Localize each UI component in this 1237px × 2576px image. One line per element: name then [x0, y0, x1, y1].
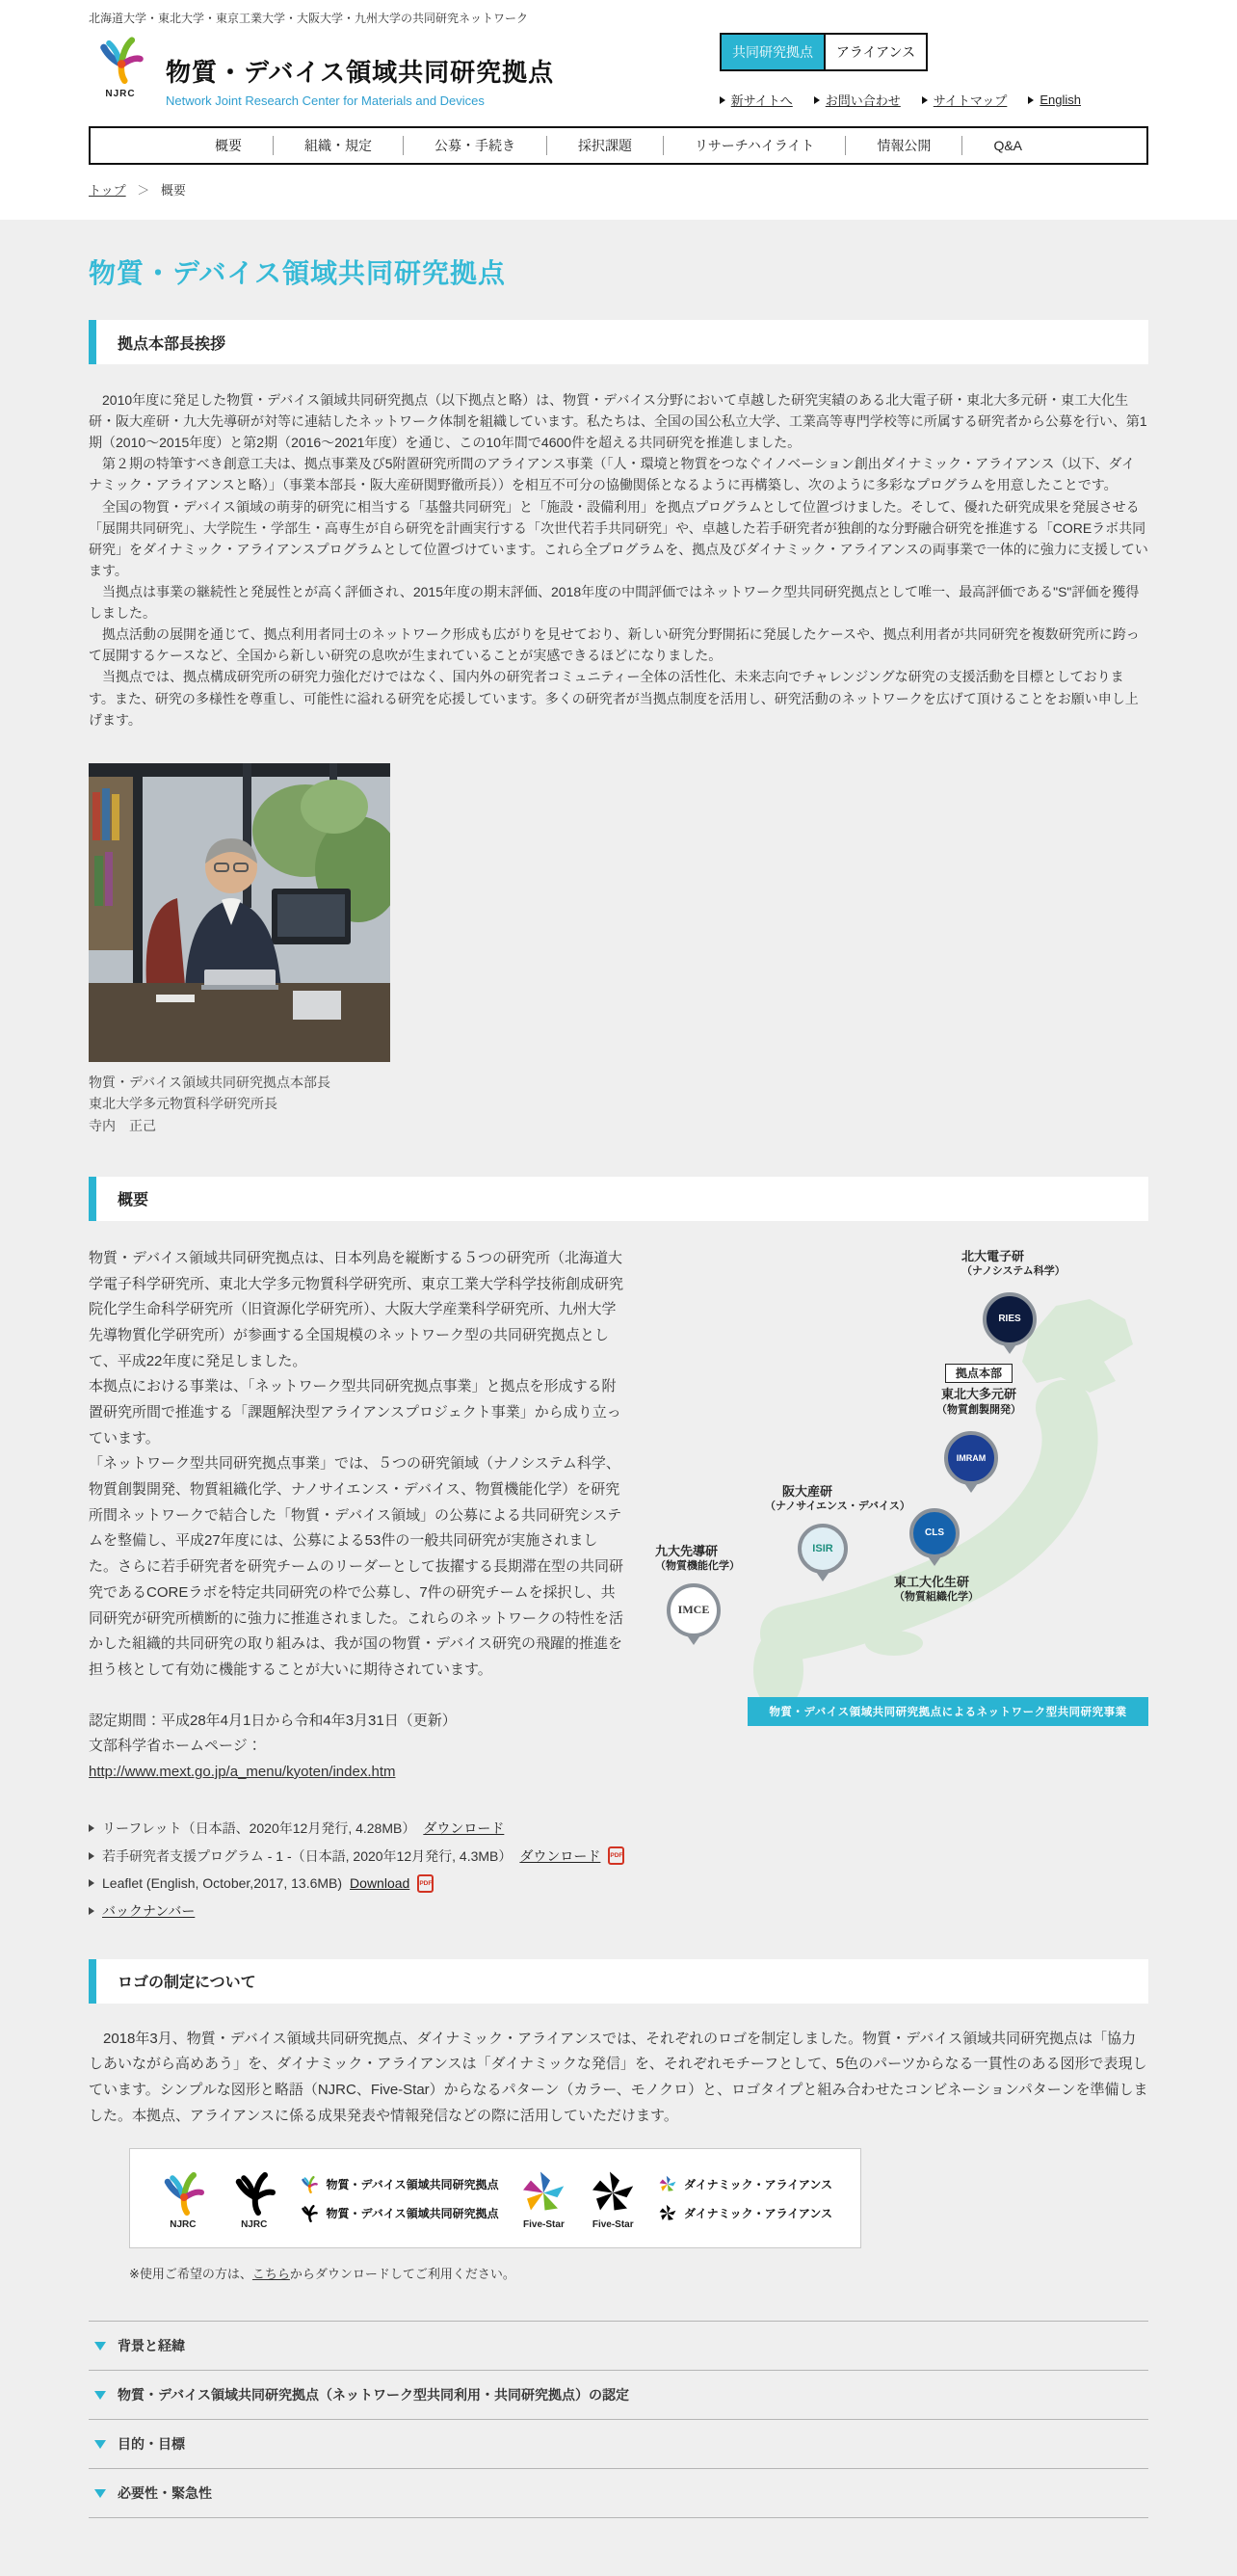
section-header-greeting: 拠点本部長挨拶 — [89, 320, 1148, 364]
chevron-down-icon — [94, 2391, 106, 2400]
overview-paragraph: 「ネットワーク型共同研究拠点事業」では、５つの研究領域（ナノシステム科学、物質創製開発、物質組織化学、ナノサイエンス・デバイス、物質機能化学）を研究所間ネットワークで結合した「物質・デバイス領域」の公募による共同研究システムを整備し、平成27年度には、公募による53件の一般共同研究が実施されました。さらに若手研究者を研究チームのリーダーとして抜擢する長期滞在型の共同研究であるCOREラボを特定共同研究の枠で公募し、7件の研究チームを採択し、共同研究が研究所横断的に強力に推進されました。これらのネットワークの特性を活かした組織的共同研究の取り組みは、我が国の物質・デバイス研究の飛躍的推進を担う核として有効に機能することが大いに期待されています。 — [89, 1455, 624, 1678]
njrc-logo-icon — [300, 2174, 319, 2193]
certification-period: 認定期間：平成28年4月1日から令和4年3月31日（更新） — [89, 1712, 457, 1729]
fivestar-color-logo: Five-Star — [519, 2167, 567, 2230]
nav-item-qa[interactable]: Q&A — [961, 136, 1053, 155]
accordion-row-background[interactable]: 背景と経緯 — [89, 2321, 1148, 2370]
site-header — [0, 0, 1237, 165]
quick-links — [720, 91, 1081, 109]
greeting-paragraph: 全国の物質・デバイス領域の萌芽的研究に相当する「基盤共同研究」と「施設・設備利用」を拠点プログラムとして位置づけました。そして、優れた研究成果を発展させる「展開共同研究」、大学院生・学部生・高専生が自ら研究を計画実行する「次世代若手共同研究」や、卓越した若手研究者が独創的な分野融合研究を推進する「COREラボ共同研究」をダイナミック・アライアンスプログラムとして位置づけています。これら全プログラムを、拠点及びダイナミック・アライアンスの両事業で一体的に強力に支援しています。 — [89, 498, 1148, 578]
logo-paragraph: 2018年3月、物質・デバイス領域共同研究拠点、ダイナミック・アライアンスでは、それぞれのロゴを制定しました。物質・デバイス領域共同研究拠点は「協力しあいながら高めあう」を、ダイナミック・アライアンスは「ダイナミックな発信」を、それぞれモチーフとして、5色のパーツからなる一貫性のある図形で表現しています。シンプルな図形と略語（NJRC、Five-Star）からなるパターン（カラー、モノクロ）と、ロゴタイプと組み合わせたコンビネーションパターンを準備しました。本拠点、アライアンスに係る成果発表や情報発信などの際に活用していただけます。 — [89, 2030, 1148, 2124]
link-contact[interactable]: お問い合わせ — [814, 91, 901, 109]
caption-line: 物質・デバイス領域共同研究拠点本部長 — [89, 1074, 331, 1090]
caption-line: 寺内 正己 — [89, 1117, 156, 1133]
overview-text — [89, 1246, 624, 1786]
download-row-leaflet-ja: リーフレット（日本語、2020年12月発行, 4.28MB） ダウンロード — [89, 1819, 1148, 1838]
director-photo — [89, 763, 390, 1062]
nav-item-application[interactable]: 公募・手続き — [403, 136, 546, 155]
accordion-row-certification[interactable]: 物質・デバイス領域共同研究拠点（ネットワーク型共同利用・共同研究拠点）の認定 — [89, 2370, 1148, 2419]
mext-label: 文部科学省ホームページ： — [89, 1738, 262, 1755]
download-row-young-program: 若手研究者支援プログラム - 1 -（日本語, 2020年12月発行, 4.3MB） ダウンロード PDF — [89, 1846, 1148, 1866]
section-header-logo: ロゴの制定について — [89, 1959, 1148, 2004]
breadcrumb-separator: ＞ — [137, 183, 150, 198]
arrow-right-icon — [720, 96, 725, 104]
njrc-logo — [89, 32, 152, 99]
logo-showcase — [129, 2148, 861, 2248]
arrow-right-icon — [922, 96, 928, 104]
chevron-down-icon — [94, 2489, 106, 2498]
pdf-icon[interactable]: PDF — [417, 1874, 434, 1893]
map-banner: 物質・デバイス領域共同研究拠点によるネットワーク型共同研究事業 — [748, 1697, 1148, 1726]
arrow-right-icon — [814, 96, 820, 104]
nav-item-disclosure[interactable]: 情報公開 — [845, 136, 961, 155]
breadcrumb-home-link[interactable]: トップ — [89, 183, 126, 198]
download-link[interactable]: Download — [350, 1875, 410, 1892]
greeting-paragraph: 2010年度に発足した物質・デバイス領域共同研究拠点（以下拠点と略）は、物質・デバイス分野において卓越した研究実績のある北大電子研・東北大多元研・東工大化生研・阪大産研・九大先導研が対等に連結したネットワーク体制を組織しています。私たちは、全国の国公私立大学、工業高等専門学校等に所属する研究者から公募を行い、第1期（2010～2015年度）と第2期（2016～2021年度）を通じ、この10年間で4600件を超える共同研究を推進しました。 — [89, 392, 1147, 451]
photo-caption — [89, 1072, 1148, 1136]
tab-kyoten[interactable]: 共同研究拠点 — [722, 35, 824, 69]
arrow-right-icon — [89, 1852, 94, 1860]
pin-ries[interactable]: RIES — [983, 1292, 1037, 1346]
download-row-backnumber — [89, 1901, 1148, 1921]
njrc-black-logo: NJRC — [229, 2167, 279, 2230]
chevron-down-icon — [94, 2342, 106, 2350]
site-subtitle: Network Joint Research Center for Materials and Devices — [166, 93, 485, 108]
pin-imram[interactable]: IMRAM — [944, 1431, 998, 1485]
nav-item-org[interactable]: 組織・規定 — [273, 136, 403, 155]
breadcrumb-bar — [0, 165, 1237, 220]
overview-paragraph: 本拠点における事業は、「ネットワーク型共同研究拠点事業」と拠点を形成する附置研究所間で推進する「課題解決型アライアンスプロジェクト事業」から成り立っています。 — [89, 1378, 621, 1447]
accordion-row-necessity[interactable]: 必要性・緊急性 — [89, 2468, 1148, 2517]
accordion-row-purpose[interactable]: 目的・目標 — [89, 2419, 1148, 2468]
main-nav — [89, 126, 1148, 165]
fivestar-black-logo: Five-Star — [589, 2167, 637, 2230]
download-row-leaflet-en: Leaflet (English, October,2017, 13.6MB) Download PDF — [89, 1874, 1148, 1893]
tab-alliance[interactable]: アライアンス — [824, 35, 926, 69]
page-title: 物質・デバイス領域共同研究拠点 — [89, 258, 507, 288]
njrc-logo-icon — [229, 2167, 279, 2216]
download-link[interactable]: ダウンロード — [423, 1819, 505, 1836]
link-new-site[interactable]: 新サイトへ — [720, 91, 793, 109]
pin-imce[interactable]: IMCE — [667, 1583, 721, 1637]
arrow-right-icon — [89, 1879, 94, 1887]
overview-paragraph: 物質・デバイス領域共同研究拠点は、日本列島を縦断する５つの研究所（北海道大学電子科学研究所、東北大学多元物質科学研究所、東京工業大学科学技術創成研究院化学生命科学研究所（旧資源化学研究所）、大阪大学産業科学研究所、九州大学先導物質化学研究所）が参画する全国規模のネットワーク型の共同研究拠点として、平成22年度に発足しました。 — [89, 1249, 624, 1369]
greeting-text — [89, 389, 1148, 730]
chevron-down-icon — [94, 2440, 106, 2449]
site-title: 物質・デバイス領域共同研究拠点 — [166, 58, 555, 87]
njrc-logo-text: NJRC — [105, 89, 136, 99]
nav-item-adopted[interactable]: 採択課題 — [546, 136, 663, 155]
five-star-logo-icon — [658, 2174, 677, 2193]
kyoten-combination-logos: 物質・デバイス領域共同研究拠点 物質・デバイス領域共同研究拠点 — [300, 2174, 498, 2222]
network-note: 北海道大学・東北大学・東京工業大学・大阪大学・九州大学の共同研究ネットワーク — [89, 12, 529, 25]
greeting-paragraph: 拠点活動の展開を通じて、拠点利用者同士のネットワーク形成も広がりを見せており、新しい研究分野開拓に発展したケースや、拠点利用者が共同研究を複数研究所に跨って展開するケースなど、全国から新しい研究の息吹が生まれていることが実感できるほどになりました。 — [89, 626, 1140, 664]
download-list — [89, 1819, 1148, 1921]
link-sitemap[interactable]: サイトマップ — [922, 91, 1008, 109]
nav-item-highlight[interactable]: リサーチハイライト — [663, 136, 845, 155]
hq-badge: 拠点本部 — [945, 1364, 1013, 1383]
greeting-paragraph: 当拠点では、拠点構成研究所の研究力強化だけではなく、国内外の研究者コミュニティー全体の活性化、未来志向でチャレンジングな研究の支援活動を目標としております。また、研究の多様性を尊重し、可能性に溢れる研究を応援しています。多くの研究者が当拠点制度を活用し、研究活動のネットワークを広げて頂けることをお願い申し上げます。 — [89, 669, 1139, 728]
arrow-right-icon — [89, 1824, 94, 1832]
logo-usage-note: ※使用ご希望の方は、こちらからダウンロードしてご利用ください。 — [129, 2267, 515, 2282]
backnumber-link[interactable]: バックナンバー — [102, 1902, 196, 1919]
japan-network-map — [651, 1246, 1148, 1747]
site-switch-tabs — [720, 33, 928, 71]
link-english[interactable]: English — [1028, 91, 1081, 109]
main-content — [0, 220, 1237, 2576]
nav-item-overview[interactable]: 概要 — [214, 138, 242, 153]
njrc-logo-icon — [300, 2203, 319, 2222]
njrc-logo-icon — [92, 32, 148, 84]
pin-label-osaka: 阪大産研 （ナノサイエンス・デバイス） — [765, 1483, 910, 1513]
pin-label-tokyotech: 東工大化生研 （物質組織化学） — [894, 1574, 979, 1604]
pin-isir[interactable]: ISIR — [798, 1524, 848, 1574]
section-header-overview: 概要 — [89, 1177, 1148, 1221]
alliance-combination-logos: ダイナミック・アライアンス ダイナミック・アライアンス — [658, 2174, 832, 2222]
arrow-right-icon — [89, 1907, 94, 1915]
arrow-right-icon — [1028, 96, 1034, 104]
pdf-icon[interactable]: PDF — [608, 1846, 624, 1865]
pin-label-kyushu: 九大先導研 （物質機能化学） — [655, 1543, 740, 1573]
greeting-paragraph: 当拠点は事業の継続性と発展性とが高く評価され、2015年度の期末評価、2018年度の中間評価ではネットワーク型共同研究拠点として唯一、最高評価である"S"評価を獲得しました。 — [89, 583, 1140, 622]
breadcrumb — [89, 180, 1148, 199]
njrc-color-logo: NJRC — [158, 2167, 208, 2230]
pin-cls[interactable]: CLS — [909, 1508, 960, 1558]
five-star-logo-icon — [589, 2167, 637, 2216]
caption-line: 東北大学多元物質科学研究所長 — [89, 1096, 277, 1112]
mext-link[interactable]: http://www.mext.go.jp/a_menu/kyoten/index.htm — [89, 1763, 396, 1780]
brand-text — [166, 32, 554, 108]
pin-label-tohoku: 拠点本部 東北大多元研 （物質創製開発） — [936, 1364, 1021, 1418]
five-star-logo-icon — [519, 2167, 567, 2216]
five-star-logo-icon — [658, 2203, 677, 2222]
greeting-paragraph: 第２期の特筆すべき創意工夫は、拠点事業及び5附置研究所間のアライアンス事業（「人・環境と物質をつなぐイノベーション創出ダイナミック・アライアンス（以下、ダイナミック・アライアンスと略）」（事業本部長・阪大産研関野徹所長））を相互不可分の協働関係となるように再構築し、次のように多彩なプログラムを用意したことです。 — [89, 456, 1136, 493]
accordion — [89, 2321, 1148, 2518]
pin-label-hokudai: 北大電子研 （ナノシステム科学） — [961, 1248, 1066, 1278]
breadcrumb-current: 概要 — [160, 183, 186, 198]
download-link[interactable]: ダウンロード — [519, 1847, 601, 1864]
njrc-logo-icon — [158, 2167, 208, 2216]
download-here-link[interactable]: こちら — [251, 2267, 290, 2282]
